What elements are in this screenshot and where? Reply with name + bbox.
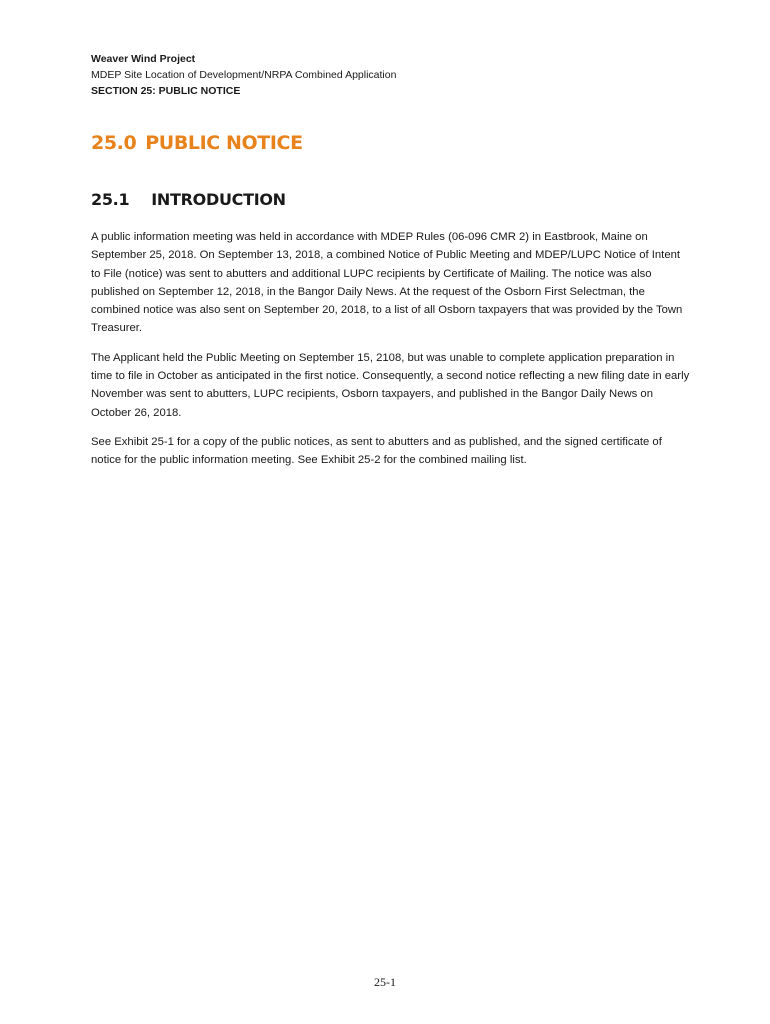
- paragraph: A public information meeting was held in accordance with MDEP Rules (06-096 CMR 2) in Eastbrook, Maine on September 25, 2018. On September 13, 2018, a combined Notice of Public Meeting and MDEP/LUPC Notice of Intent to File (notice) was sent to abutters and additional LUPC recipients by Certificate of Mailing. The notice was also published on September 12, 2018, in the Bangor Daily News. At the request of the Osborn First Selectman, the combined notice was also sent on September 20, 2018, to a list of all Osborn taxpayers that was provided by the Town Treasurer.: [91, 231, 683, 335]
- paragraph: See Exhibit 25-1 for a copy of the public notices, as sent to abutters and as published, and the signed certificate of notice for the public information meeting. See Exhibit 25-2 for the combined mailing list.: [91, 435, 662, 467]
- header-section-title: SECTION 25: PUBLIC NOTICE: [91, 85, 241, 97]
- subsection-heading: [91, 190, 286, 209]
- section-heading-number: 25.0: [91, 132, 137, 154]
- header-project-name: Weaver Wind Project: [91, 53, 196, 65]
- body-text: [91, 228, 691, 481]
- section-heading-title: PUBLIC NOTICE: [145, 132, 303, 154]
- page-number: 25-1: [374, 975, 396, 989]
- running-header: [91, 51, 691, 99]
- paragraph: The Applicant held the Public Meeting on September 15, 2108, but was unable to complete application preparation in time to file in October as anticipated in the first notice. Consequently, a second notice reflecting a new filing date in early November was sent to abutters, LUPC recipients, Osborn taxpayers, and published in the Bangor Daily News on October 26, 2018.: [91, 351, 690, 419]
- subsection-heading-title: INTRODUCTION: [151, 190, 286, 209]
- header-application-title: MDEP Site Location of Development/NRPA Combined Application: [91, 69, 397, 81]
- subsection-heading-number: 25.1: [91, 190, 130, 209]
- section-heading: [91, 132, 303, 154]
